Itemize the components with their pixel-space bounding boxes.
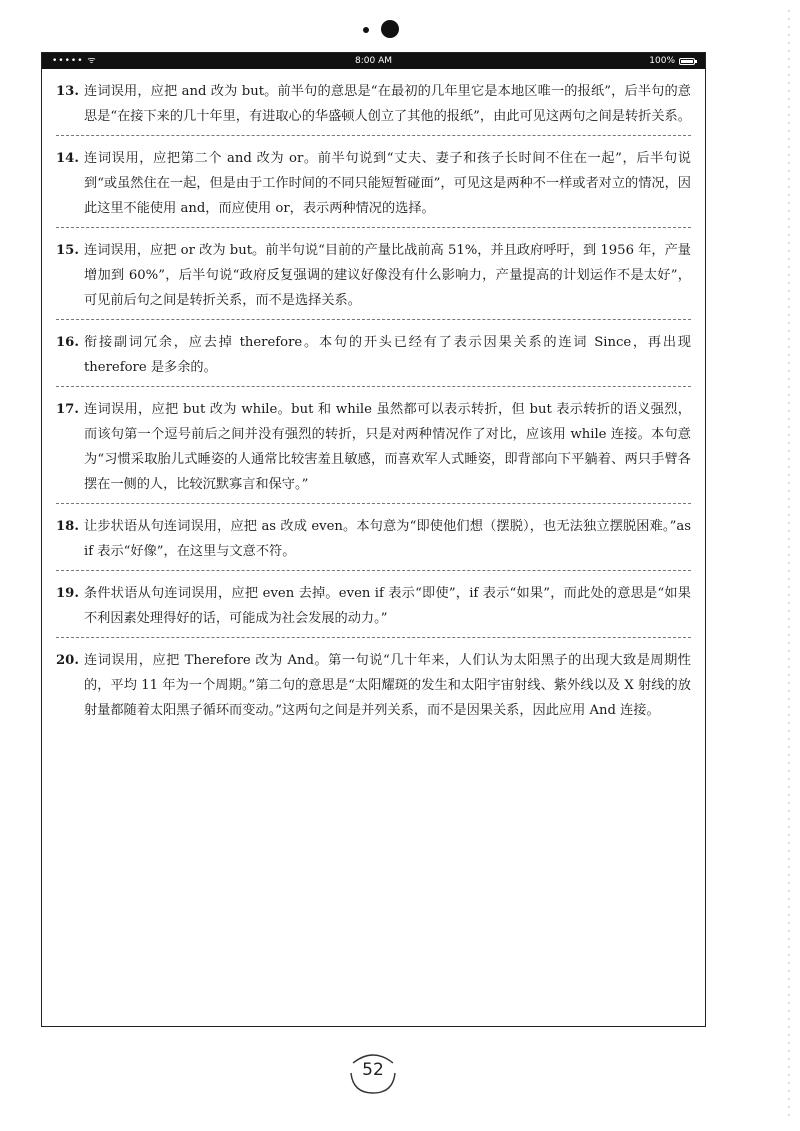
item-explanation: 衔接副词冗余，应去掉 therefore。本句的开头已经有了表示因果关系的连词 Since，再出现 therefore 是多余的。 bbox=[84, 335, 691, 375]
item-explanation: 让步状语从句连词误用，应把 as 改成 even。本句意为“即使他们想（摆脱），也无法独立摆脱困难。”as if 表示“好像”，在这里与文意不符。 bbox=[84, 519, 691, 559]
item-explanation: 连词误用，应把 and 改为 but。前半句的意思是“在最初的几年里它是本地区唯一的报纸”，后半句的意思是“在接下来的几十年里，有进取心的华盛顿人创立了其他的报纸”，由此可见这两句之间是转折关系。 bbox=[84, 84, 691, 124]
battery-icon bbox=[679, 58, 695, 65]
device-camera bbox=[359, 18, 419, 42]
signal-wifi-icon: ••••• ᯤ bbox=[52, 56, 97, 66]
item-number: 15. bbox=[56, 243, 79, 258]
answer-item-17 bbox=[56, 395, 691, 504]
answer-item-15 bbox=[56, 236, 691, 320]
answer-item-20 bbox=[56, 646, 691, 729]
camera-lens bbox=[381, 20, 399, 38]
battery-percent: 100% bbox=[649, 56, 675, 66]
item-number: 18. bbox=[56, 519, 79, 534]
status-time: 8:00 AM bbox=[355, 56, 392, 66]
answer-item-18 bbox=[56, 512, 691, 571]
item-explanation: 条件状语从句连词误用，应把 even 去掉。even if 表示“即使”，if 表示“如果”，而此处的意思是“如果不利因素处理得好的话，可能成为社会发展的动力。” bbox=[84, 586, 691, 626]
item-number: 16. bbox=[56, 335, 79, 350]
tablet-frame bbox=[41, 52, 706, 1027]
item-number: 14. bbox=[56, 151, 79, 166]
sensor-dot bbox=[363, 27, 369, 33]
page-number-badge bbox=[345, 1045, 401, 1097]
page-number: 52 bbox=[362, 1060, 384, 1080]
item-number: 20. bbox=[56, 653, 79, 668]
status-bar bbox=[42, 53, 705, 69]
answer-item-13 bbox=[56, 77, 691, 136]
answer-item-16 bbox=[56, 328, 691, 387]
scan-edge-marks bbox=[784, 10, 794, 1120]
item-explanation: 连词误用，应把第二个 and 改为 or。前半句说到“丈夫、妻子和孩子长时间不住在一起”，后半句说到“或虽然住在一起，但是由于工作时间的不同只能短暂碰面”，可见这是两种不一样或者对立的情况，因此这里不能使用 and，而应使用 or，表示两种情况的选择。 bbox=[84, 151, 691, 216]
item-number: 19. bbox=[56, 586, 79, 601]
answer-list bbox=[42, 69, 705, 729]
item-explanation: 连词误用，应把 Therefore 改为 And。第一句说“几十年来，人们认为太阳黑子的出现大致是周期性的，平均 11 年为一个周期。”第二句的意思是“太阳耀斑的发生和太阳宇宙射线、紫外线以及 X 射线的放射量都随着太阳黑子循环而变动。”这两句之间是并列关系，而不是因果关系，因此应用 And 连接。 bbox=[84, 653, 691, 718]
item-explanation: 连词误用，应把 but 改为 while。but 和 while 虽然都可以表示转折，但 but 表示转折的语义强烈，而该句第一个逗号前后之间并没有强烈的转折，只是对两种情况作了对比，应该用 while 连接。本句意为“习惯采取胎儿式睡姿的人通常比较害羞且敏感，而喜欢军人式睡姿，即背部向下平躺着、两只手臂各摆在一侧的人，比较沉默寡言和保守。” bbox=[84, 402, 691, 492]
item-number: 17. bbox=[56, 402, 79, 417]
battery-status bbox=[649, 53, 695, 69]
item-explanation: 连词误用，应把 or 改为 but。前半句说“目前的产量比战前高 51%，并且政府呼吁，到 1956 年，产量增加到 60%”，后半句说“政府反复强调的建议好像没有什么影响力，产量提高的计划运作不是太好”，可见前后句之间是转折关系，而不是选择关系。 bbox=[84, 243, 691, 308]
item-number: 13. bbox=[56, 84, 79, 99]
answer-item-14 bbox=[56, 144, 691, 228]
answer-item-19 bbox=[56, 579, 691, 638]
